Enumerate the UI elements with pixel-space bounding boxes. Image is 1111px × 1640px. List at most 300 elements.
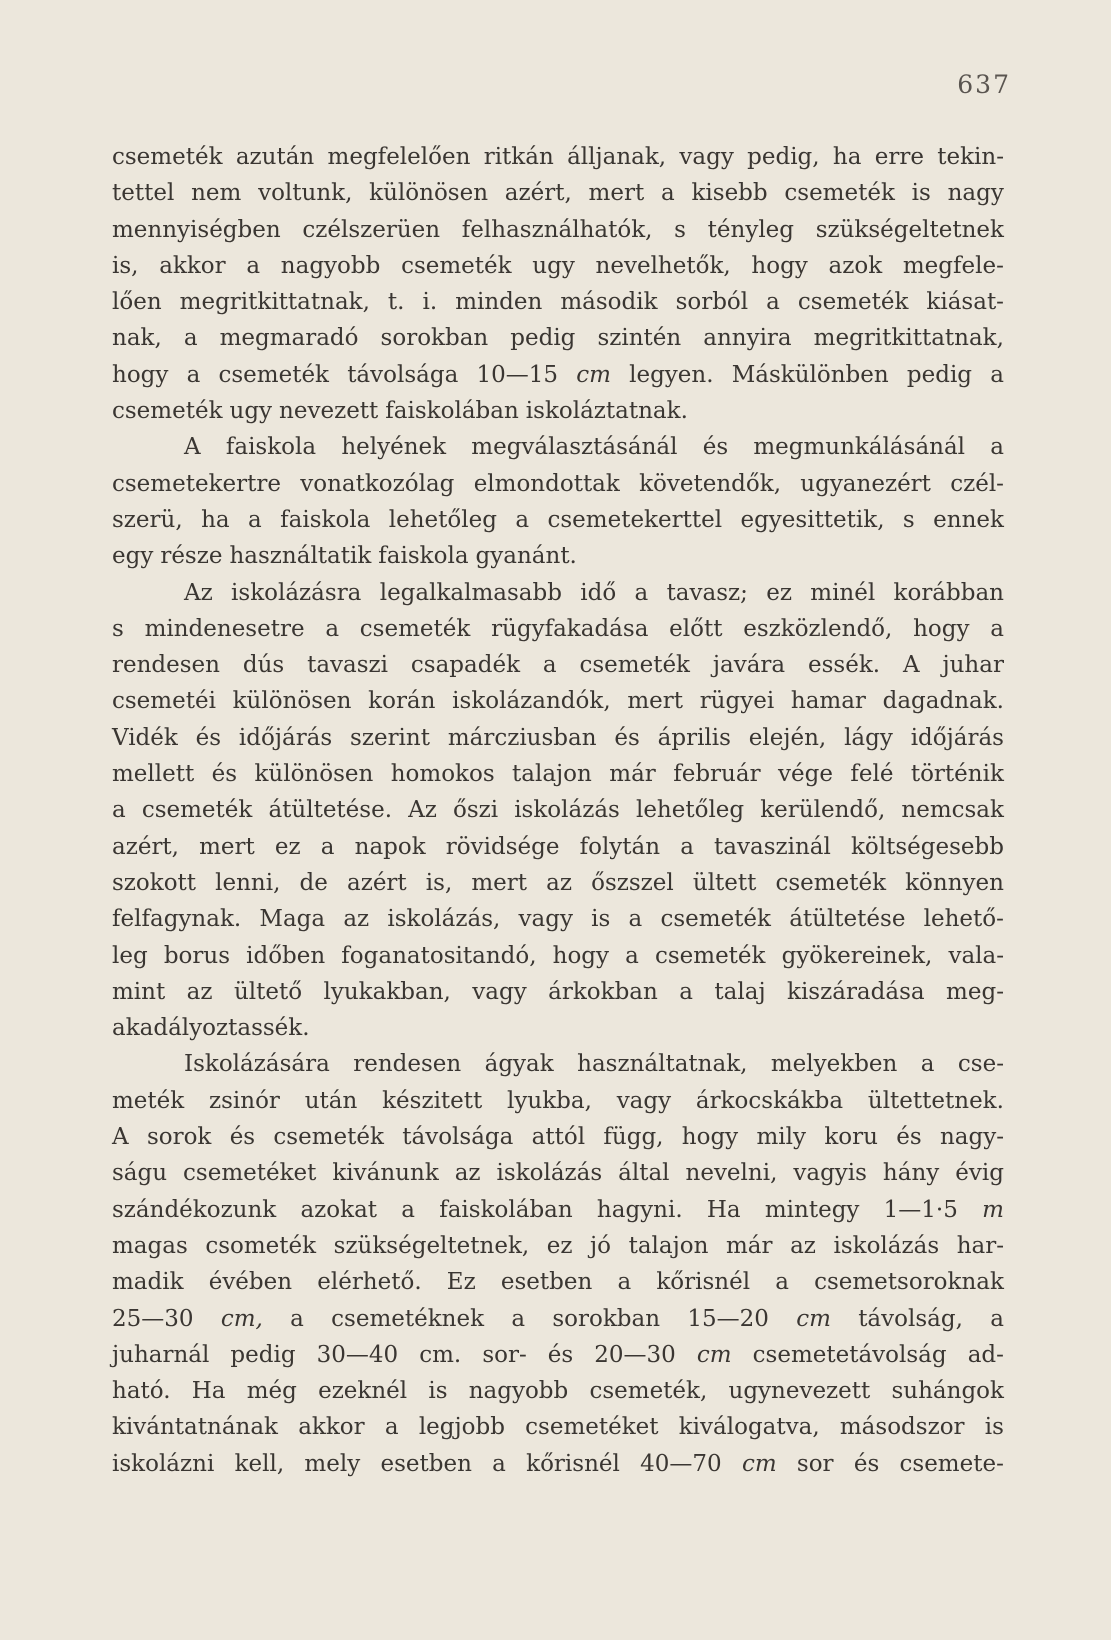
word: kiszáradása (787, 978, 925, 1005)
word: távolsága (402, 1124, 514, 1151)
word: csemeték (112, 398, 223, 425)
word: ez (546, 1232, 573, 1259)
word: csemeték (359, 615, 471, 642)
word: már (609, 761, 656, 788)
word: Az (184, 579, 213, 606)
word: mert (588, 180, 645, 207)
text-line (112, 756, 1004, 792)
word: a (325, 615, 340, 642)
word: az (186, 978, 213, 1005)
word: csemeték, (589, 1378, 708, 1405)
word: távolság, (858, 1305, 963, 1332)
word: czélszerüen (302, 216, 441, 243)
word: nagyobb (468, 1378, 569, 1405)
word: a (542, 652, 557, 679)
text-line (112, 538, 1004, 574)
word: dagadnak. (882, 688, 1004, 715)
word: A (184, 434, 201, 461)
text-line (112, 611, 1004, 647)
word: azért (346, 869, 407, 896)
word: a (634, 579, 649, 606)
word: cm (696, 1341, 732, 1368)
word: gyanánt. (475, 543, 577, 570)
text-line (112, 647, 1004, 683)
text-line (112, 139, 1004, 175)
word: csemeték (784, 180, 895, 207)
text-line (112, 575, 1004, 611)
word: 25—30 (112, 1305, 194, 1332)
word: hogy (112, 361, 169, 388)
word: har- (956, 1232, 1004, 1259)
word: csemeték (112, 144, 223, 170)
word: juhar (942, 652, 1004, 679)
word: és (614, 724, 640, 751)
word: megritkittatnak, (813, 325, 1004, 352)
word: megmaradó (219, 325, 359, 352)
word: suhángok (891, 1378, 1004, 1405)
word: és (896, 1124, 922, 1151)
word: csemetsoroknak (814, 1269, 1004, 1296)
word: függ, (603, 1124, 664, 1151)
word: ez (274, 833, 301, 860)
word: nem (191, 180, 242, 207)
word: kőrisnél (656, 1269, 751, 1296)
word: a (248, 506, 262, 533)
word: tényleg (707, 216, 795, 243)
text-line (112, 792, 1004, 828)
word: azok (828, 252, 883, 279)
word: szükségeltetnek, (333, 1232, 530, 1259)
word: esetben (500, 1269, 593, 1296)
word: a (990, 434, 1004, 461)
word: nevelhetők, (595, 252, 731, 279)
word: pedig (230, 1341, 296, 1368)
word: madik (112, 1269, 184, 1296)
word: és (853, 1450, 880, 1477)
word: időben (246, 942, 326, 969)
word: csemetéket (183, 1160, 317, 1187)
text-line (112, 502, 1004, 538)
word: egy (112, 543, 154, 570)
word: lágy (844, 724, 893, 751)
word: faiskolában (385, 398, 519, 425)
word: mert (627, 688, 683, 715)
text-line (112, 1337, 1004, 1373)
word: meték (112, 1087, 185, 1114)
word: lehető- (923, 906, 1004, 933)
word: cm (576, 361, 611, 388)
word: de (299, 869, 328, 896)
word: sor (796, 1450, 834, 1477)
text-line (112, 429, 1004, 465)
word: csemeték (775, 869, 887, 896)
word: hamar (790, 688, 866, 715)
word: azért, (504, 180, 572, 207)
word: folytán (579, 833, 661, 860)
word: azokat (300, 1196, 378, 1223)
word: álljanak, (567, 144, 667, 170)
word: szokott (112, 869, 197, 896)
word: 30—40 (316, 1341, 399, 1368)
word: mily (756, 1124, 807, 1151)
word: történik (910, 761, 1004, 788)
word: árkokban (548, 978, 658, 1005)
word: vonatkozólag (300, 470, 455, 497)
word: esetben (380, 1450, 472, 1477)
word: leg (112, 942, 148, 969)
word: ha (201, 506, 230, 533)
word: gyökereinek, (781, 942, 933, 969)
word: is (984, 1414, 1004, 1441)
word: ezeknél (318, 1378, 408, 1405)
word: átültetése. (268, 797, 393, 824)
word: cse- (957, 1051, 1004, 1078)
word: meg- (946, 978, 1004, 1005)
word: a (990, 615, 1004, 642)
word: iskolázás (496, 1160, 603, 1187)
word: a (775, 1269, 789, 1296)
word: csemeték (797, 289, 909, 316)
word: és (229, 1124, 256, 1151)
word: sorok (146, 1124, 212, 1151)
word: nevelni, (685, 1160, 778, 1187)
word: vagy (616, 1087, 672, 1114)
word: jó (590, 1232, 612, 1259)
text-line (112, 1155, 1004, 1191)
word: csemeték (660, 906, 771, 933)
word: talajon (512, 761, 592, 788)
word: tavaszinál (714, 833, 831, 860)
text-line (112, 938, 1004, 974)
word: őszszel (591, 869, 674, 896)
word: Ha (706, 1196, 741, 1223)
word: ságu (112, 1160, 168, 1187)
word: ennek (933, 506, 1004, 533)
word: A (902, 652, 920, 679)
word: a (680, 833, 694, 860)
word: szintén (597, 325, 682, 352)
word: csemete- (899, 1450, 1004, 1477)
word: csemeték (141, 797, 253, 824)
word: követendők, (639, 470, 781, 497)
word: lehetőleg (635, 797, 745, 824)
word: készitett (382, 1087, 483, 1114)
text-line (112, 320, 1004, 356)
word: megfele- (902, 252, 1004, 279)
text-line (112, 1301, 1004, 1337)
word: mindenesetre (144, 615, 305, 642)
text-line (112, 466, 1004, 502)
word: a (766, 289, 780, 316)
text-line (112, 1373, 1004, 1409)
word: juharnál (112, 1341, 210, 1368)
word: 1—1·5 (883, 1196, 958, 1223)
word: február (673, 761, 761, 788)
text-line (112, 1046, 1004, 1082)
word: és (702, 434, 729, 461)
word: Ez (446, 1269, 476, 1296)
text-line (112, 357, 1004, 393)
word: nevezett (279, 398, 379, 425)
word: idő (580, 579, 617, 606)
word: foganatositandó, (341, 942, 537, 969)
word: csapadék (410, 652, 521, 679)
word: felhasználhatók, (461, 216, 653, 243)
word: a (401, 1196, 415, 1223)
word: is (428, 1378, 448, 1405)
word: különösen (369, 180, 489, 207)
word: erre (874, 144, 924, 170)
word: felé (850, 761, 894, 788)
word: sorokban (380, 325, 489, 352)
word: a (492, 1450, 506, 1477)
word: ható. (112, 1378, 171, 1405)
text-line (112, 1119, 1004, 1155)
word: április (657, 724, 731, 751)
word: lyukakban, (323, 978, 451, 1005)
word: napok (354, 833, 426, 860)
word: pedig, (747, 144, 820, 170)
word: tettel (112, 180, 175, 207)
word: őszi (452, 797, 499, 824)
word: márcziusban (447, 724, 597, 751)
word: a (625, 942, 639, 969)
word: a (186, 361, 201, 388)
word: legyen. (629, 361, 714, 388)
word: javára (712, 652, 786, 679)
word: iskoláztatnak. (525, 398, 688, 425)
word: ha (832, 144, 862, 170)
word: vala- (948, 942, 1004, 969)
word: csemeték (579, 652, 690, 679)
word: is (911, 180, 931, 207)
word: mint (112, 978, 166, 1005)
word: másodszor (839, 1414, 965, 1441)
word: mert (471, 869, 528, 896)
word: felfagynak. (112, 906, 242, 933)
text-line (112, 829, 1004, 865)
word: nak, (112, 325, 162, 352)
word: faiskola (378, 543, 469, 570)
word: a (384, 1414, 399, 1441)
text-line (112, 175, 1004, 211)
word: iskolázás (514, 797, 620, 824)
word: korán (368, 688, 436, 715)
word: sorokban (552, 1305, 661, 1332)
word: minden (455, 289, 543, 316)
word: ugy (532, 252, 575, 279)
word: vagy (518, 906, 573, 933)
word: csemeték (218, 361, 329, 388)
word: cm (741, 1450, 777, 1477)
word: 10—15 (476, 361, 559, 388)
word: csemetekerttel (547, 506, 723, 533)
word: már (725, 1232, 773, 1259)
page-number: 637 (957, 70, 1011, 99)
word: s (112, 615, 124, 642)
word: a (660, 180, 675, 207)
word: a (515, 506, 530, 533)
word: cm, (220, 1305, 263, 1332)
word: hogy (913, 615, 970, 642)
word: ágyak (484, 1051, 554, 1078)
word: czél- (950, 470, 1004, 497)
word: megmunkálásánál (753, 434, 966, 461)
word: időjárás (910, 724, 1004, 751)
word: még (246, 1378, 297, 1405)
word: akadályoztassék. (112, 1015, 310, 1042)
word: voltunk, (258, 180, 353, 207)
word: lenni, (215, 869, 281, 896)
word: pedig (510, 325, 576, 352)
word: rövidsége (445, 833, 560, 860)
word: a (183, 325, 198, 352)
word: sorból (675, 289, 749, 316)
text-line (112, 393, 1004, 429)
word: kell, (234, 1450, 285, 1477)
word: nagy (947, 180, 1004, 207)
word: előtt (669, 615, 723, 642)
word: vége (777, 761, 833, 788)
word: melyekben (770, 1051, 898, 1078)
word: és (547, 1341, 574, 1368)
word: 15—20 (687, 1305, 769, 1332)
word: iskolázás (833, 1232, 940, 1259)
word: s (674, 216, 686, 243)
word: dús (242, 652, 285, 679)
text-line (112, 212, 1004, 248)
word: rügyei (699, 688, 775, 715)
word: magas (112, 1232, 188, 1259)
word: a (617, 1269, 632, 1296)
word: ültettetnek. (867, 1087, 1004, 1114)
word: talajon (628, 1232, 709, 1259)
word: azután (235, 144, 315, 170)
word: vagy (472, 978, 527, 1005)
word: lehetőleg (388, 506, 497, 533)
word: kiásat- (926, 289, 1004, 316)
word: a (990, 361, 1004, 388)
word: évében (208, 1269, 293, 1296)
word: cm (796, 1305, 831, 1332)
word: a (628, 906, 643, 933)
word: szerü, (112, 506, 183, 533)
word: 20—30 (594, 1341, 676, 1368)
word: zsinór (209, 1087, 280, 1114)
word: a (920, 1051, 935, 1078)
word: ültett (692, 869, 757, 896)
text-line (112, 1264, 1004, 1300)
word: a (112, 797, 126, 824)
word: akkor (159, 252, 226, 279)
word: ültető (233, 978, 303, 1005)
word: évig (955, 1160, 1004, 1187)
word: kivántatnának (112, 1414, 278, 1441)
word: m (982, 1196, 1004, 1223)
text-line (112, 1228, 1004, 1264)
word: távolsága (347, 361, 459, 388)
word: ad- (967, 1341, 1004, 1368)
word: elérhető. (317, 1269, 422, 1296)
word: megválasztásánál (471, 434, 678, 461)
text-line (112, 284, 1004, 320)
word: mellett (112, 761, 195, 788)
word: essék. (808, 652, 881, 679)
text-line (112, 683, 1004, 719)
word: szándékozunk (112, 1196, 277, 1223)
word: a (290, 1305, 304, 1332)
word: megfelelően (327, 144, 471, 170)
word: által (618, 1160, 670, 1187)
word: annyira (703, 325, 792, 352)
word: rügyfakadása (491, 615, 649, 642)
word: különösen (232, 688, 352, 715)
word: hogy (552, 942, 610, 969)
word: ugynevezett (728, 1378, 871, 1405)
word: azért, (112, 833, 179, 860)
word: ugy (229, 398, 273, 425)
word: cm. (419, 1341, 462, 1368)
word: nagy- (939, 1124, 1004, 1151)
word: csometék (205, 1232, 317, 1259)
word: t. (387, 289, 405, 316)
word: iskolázandók, (452, 688, 611, 715)
word: Az (408, 797, 437, 824)
word: Iskolázására (184, 1051, 330, 1078)
word: iskolázni (112, 1450, 215, 1477)
word: faiskola (225, 434, 317, 461)
word: korábban (893, 579, 1004, 606)
word: Ha (191, 1378, 226, 1405)
word: talaj (714, 978, 766, 1005)
word: árkocskákba (695, 1087, 844, 1114)
text-line (112, 720, 1004, 756)
body-text (112, 139, 1004, 1482)
word: csemetéket (525, 1414, 659, 1441)
word: Maga (259, 906, 326, 933)
text-line (112, 865, 1004, 901)
word: költségesebb (851, 833, 1004, 860)
word: a (246, 252, 261, 279)
text-line (112, 1083, 1004, 1119)
word: átültetése (789, 906, 906, 933)
word: A (112, 1124, 129, 1151)
word: Vidék (112, 724, 178, 751)
text-line (112, 901, 1004, 937)
word: kisebb (691, 180, 768, 207)
word: az (454, 1160, 481, 1187)
word: különösen (254, 761, 374, 788)
word: pedig (906, 361, 973, 388)
word: kivánunk (332, 1160, 439, 1187)
word: könnyen (905, 869, 1004, 896)
word: rendesen (112, 652, 220, 679)
word: csemeték (654, 942, 766, 969)
word: a (511, 1305, 526, 1332)
word: kőrisnél (526, 1450, 620, 1477)
word: és (211, 761, 238, 788)
text-line (112, 1192, 1004, 1228)
word: kerülendő, (760, 797, 886, 824)
word: ritkán (483, 144, 554, 170)
text-line (112, 1446, 1004, 1482)
text-line (112, 1409, 1004, 1445)
word: eszközlendő, (743, 615, 893, 642)
word: ugyanezért (800, 470, 931, 497)
word: lyukba, (507, 1087, 592, 1114)
word: tekin- (937, 144, 1004, 170)
word: szerint (350, 724, 430, 751)
